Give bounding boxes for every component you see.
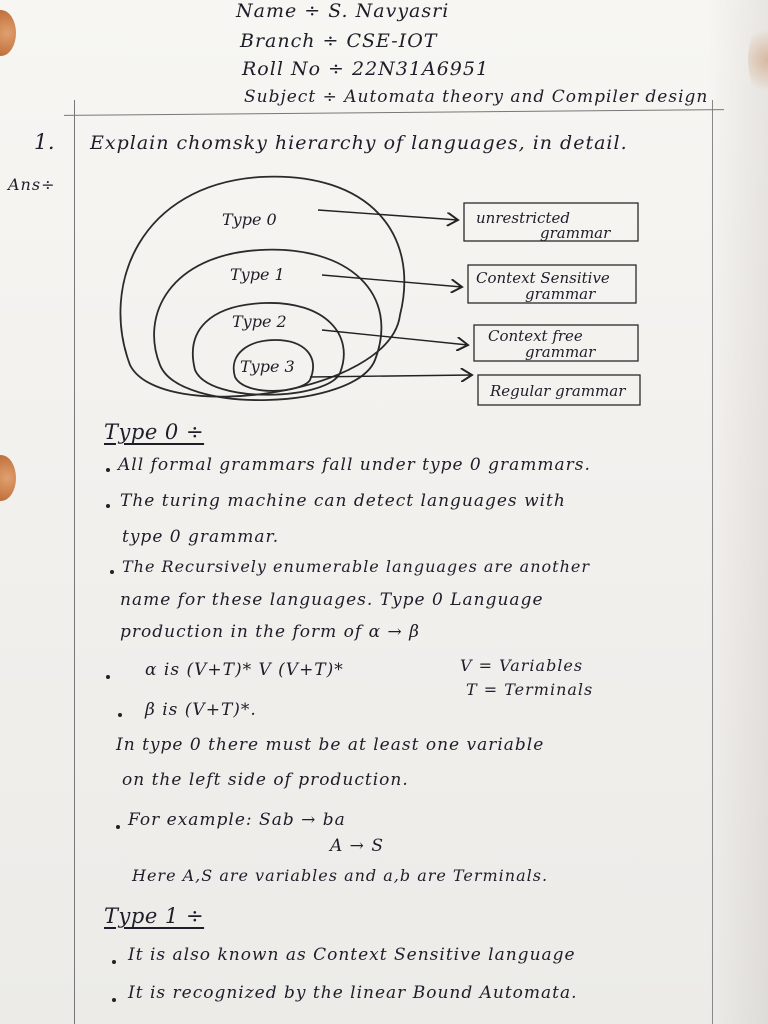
type0-example: For example: Sab → ba: [128, 810, 346, 830]
type3-label: Type 3: [240, 357, 295, 376]
bullet: [106, 468, 110, 472]
type2-grammar-line2: grammar: [525, 343, 596, 361]
type0-line-10: on the left side of production.: [122, 770, 409, 790]
name-line: Name ÷ S. Navyasri: [236, 0, 450, 22]
bullet: [118, 713, 122, 717]
type0-grammar-line1: unrestricted: [476, 209, 570, 227]
type1-line-1: It is also known as Context Sensitive language: [128, 945, 576, 965]
right-margin-line: [712, 100, 713, 1024]
variables-note: V = Variables: [460, 656, 584, 675]
bullet: [106, 675, 110, 679]
type1-grammar-line1: Context Sensitive: [476, 269, 610, 287]
binder-hole-top: [0, 10, 16, 56]
type0-line-1: All formal grammars fall under type 0 grammars.: [118, 455, 591, 475]
bullet: [116, 825, 120, 829]
type1-line-2: It is recognized by the linear Bound Automata.: [128, 983, 578, 1003]
type0-line-9: In type 0 there must be at least one variable: [116, 735, 545, 755]
roll-line: Roll No ÷ 22N31A6951: [242, 58, 490, 80]
type1-grammar-line2: grammar: [525, 285, 596, 303]
type0-example-2: A → S: [330, 836, 384, 856]
type0-grammar-line2: grammar: [540, 224, 611, 242]
header-rule: [64, 109, 724, 116]
type0-line-12: Here A,S are variables and a,b are Terminals.: [132, 866, 549, 885]
type2-label: Type 2: [232, 312, 287, 331]
answer-label: Ans÷: [8, 175, 56, 194]
type1-label: Type 1: [230, 265, 285, 284]
bullet: [112, 960, 116, 964]
question-number: 1.: [34, 130, 56, 154]
type0-heading: Type 0 ÷: [104, 420, 205, 444]
type1-heading: Type 1 ÷: [104, 904, 205, 928]
question-text: Explain chomsky hierarchy of languages, in detail.: [90, 132, 628, 154]
type0-label: Type 0: [222, 210, 277, 229]
type2-grammar-line1: Context free: [488, 327, 583, 345]
type0-line-5: name for these languages. Type 0 Language: [120, 590, 544, 610]
page-edge-shadow: [708, 0, 768, 1024]
bullet: [112, 998, 116, 1002]
type0-line-7: α is (V+T)* V (V+T)*: [145, 660, 344, 680]
binder-hole-middle: [0, 455, 16, 501]
bullet: [110, 570, 114, 574]
type0-line-8: β is (V+T)*.: [145, 700, 257, 720]
type0-line-3: type 0 grammar.: [122, 527, 280, 547]
terminals-note: T = Terminals: [466, 680, 594, 699]
type0-line-2: The turing machine can detect languages with: [120, 491, 566, 511]
type0-line-4: The Recursively enumerable languages are another: [122, 557, 590, 576]
subject-line: Subject ÷ Automata theory and Compiler design: [244, 87, 709, 107]
type3-grammar-line1: Regular grammar: [490, 382, 626, 400]
chomsky-hierarchy-diagram: [100, 165, 660, 415]
margin-line: [74, 100, 75, 1024]
type0-line-6: production in the form of α → β: [120, 622, 420, 642]
bullet: [106, 504, 110, 508]
branch-line: Branch ÷ CSE-IOT: [240, 30, 438, 52]
